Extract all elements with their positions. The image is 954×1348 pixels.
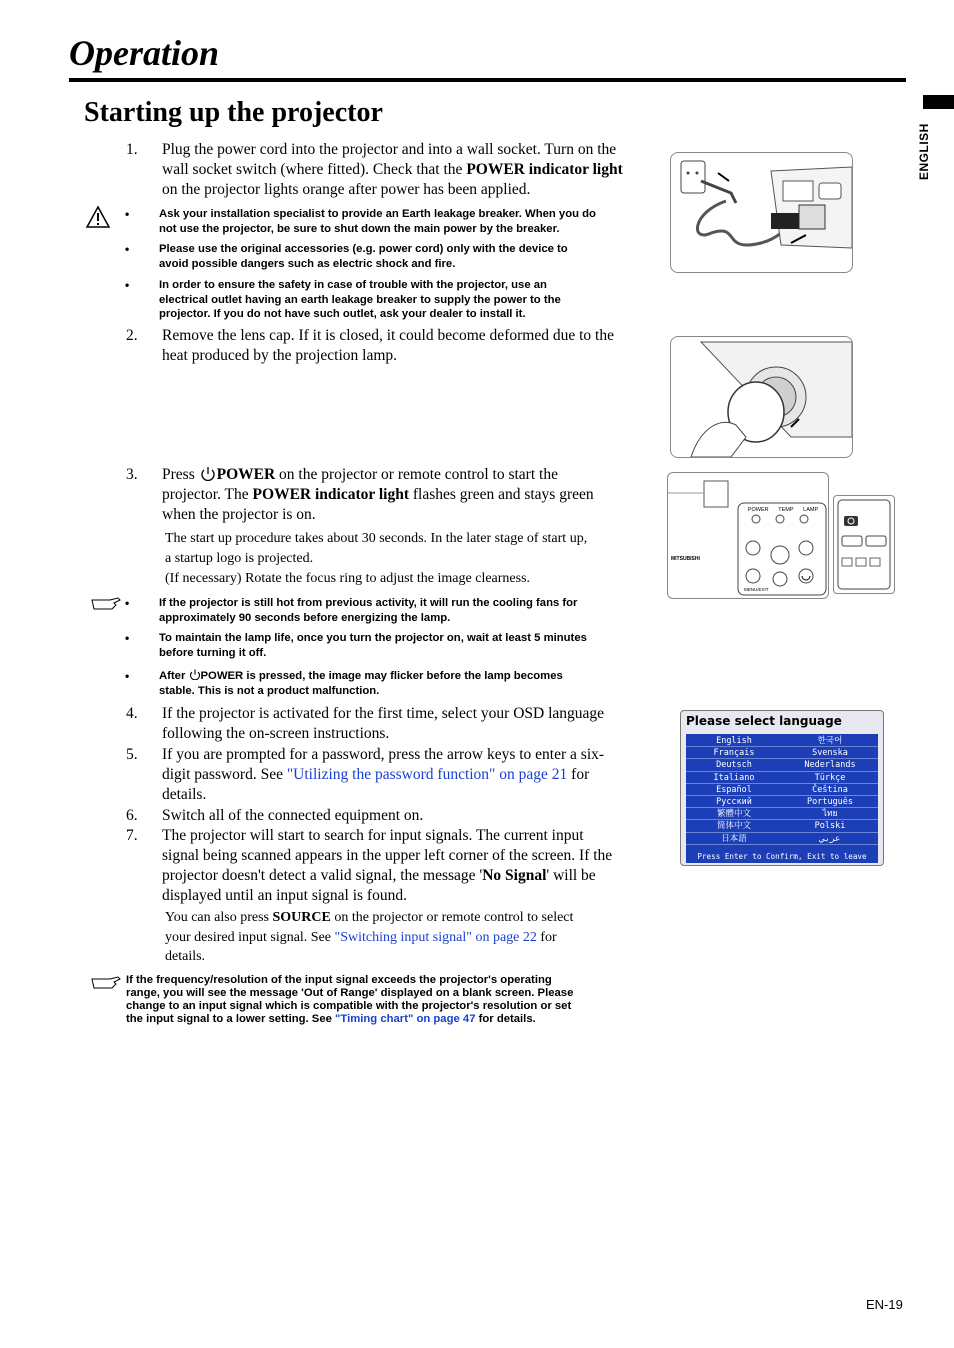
bold-term: No Signal bbox=[482, 867, 547, 884]
text-line: projector. If you do not have such outlet, ask your dealer to install it. bbox=[159, 308, 526, 320]
text-line: If the projector is activated for the first time, select your OSD language bbox=[162, 705, 605, 722]
text-span: for bbox=[536, 929, 557, 945]
step5-text bbox=[162, 745, 652, 805]
password-function-link[interactable]: "Utilizing the password function" on page 21 bbox=[286, 766, 568, 783]
language-option[interactable]: Español bbox=[686, 784, 782, 796]
text-span: projector doesn't detect a valid signal, the message ' bbox=[162, 867, 483, 884]
text-line: heat produced by the projection lamp. bbox=[162, 347, 398, 364]
warning-icon bbox=[85, 205, 111, 229]
note-text bbox=[159, 669, 563, 698]
language-option[interactable]: 한국어 bbox=[782, 735, 878, 747]
text-line: avoid possible dangers such as electric shock and fire. bbox=[159, 257, 456, 270]
note-text bbox=[159, 596, 577, 625]
step3-text bbox=[162, 465, 652, 525]
step-number: 2. bbox=[126, 327, 138, 344]
indicator-label: POWER bbox=[747, 507, 769, 513]
text-line bbox=[162, 485, 652, 505]
text-line: If the frequency/resolution of the input signal exceeds the projector's operating bbox=[126, 974, 552, 986]
section-title: Starting up the projector bbox=[84, 97, 383, 128]
control-panel-illustration bbox=[667, 472, 829, 599]
text-line: Plug the power cord into the projector and into a wall socket. Turn on the bbox=[162, 141, 617, 158]
text-line: Remove the lens cap. If it is closed, it could become deformed due to the bbox=[162, 327, 614, 344]
text-line: not use the projector, be sure to shut down the main power by the breaker. bbox=[159, 222, 560, 235]
text-line: Ask your installation specialist to provide an Earth leakage breaker. When you do bbox=[159, 208, 596, 220]
text-line: If the projector is still hot from previous activity, it will run the cooling fans for bbox=[159, 597, 578, 609]
power-cord-drawing bbox=[671, 153, 852, 272]
bullet: • bbox=[125, 669, 130, 683]
text-span: projector. The bbox=[162, 486, 253, 503]
text-span: POWER is pressed, the image may flicker before the lamp becomes bbox=[200, 670, 563, 682]
step6-text: Switch all of the connected equipment on. bbox=[162, 807, 424, 824]
text-line: approximately 90 seconds before energizing the lamp. bbox=[159, 611, 451, 624]
text-line: In order to ensure the safety in case of trouble with the projector, use an bbox=[159, 279, 547, 291]
step4-text bbox=[162, 704, 652, 744]
text-span: your desired input signal. See bbox=[165, 929, 335, 945]
text-line bbox=[126, 1013, 666, 1026]
side-tab-marker bbox=[923, 95, 954, 109]
text-line: details. bbox=[162, 786, 207, 803]
indicator-label: TEMP bbox=[778, 507, 794, 513]
bold-term: SOURCE bbox=[272, 910, 331, 925]
step2-text bbox=[162, 326, 652, 366]
bold-term: POWER indicator light bbox=[466, 161, 623, 178]
text-line bbox=[162, 465, 652, 485]
text-line: If you are prompted for a password, press the arrow keys to enter a six- bbox=[162, 746, 605, 763]
text-line bbox=[162, 866, 652, 886]
note-item bbox=[122, 631, 662, 669]
hand-pointer-note-icon bbox=[90, 975, 122, 991]
text-line: on the projector lights orange after power has been applied. bbox=[162, 181, 531, 198]
power-icon bbox=[189, 669, 201, 680]
text-line: range, you will see the message 'Out of Range' displayed on a blank screen. Please bbox=[126, 987, 574, 999]
header-rule bbox=[69, 78, 906, 82]
step-number: 3. bbox=[126, 466, 138, 483]
power-icon bbox=[199, 466, 217, 481]
remote-control-illustration bbox=[833, 495, 895, 594]
warning-item bbox=[122, 207, 662, 242]
warning-text bbox=[159, 278, 561, 322]
text-span: the input signal to a lower setting. See bbox=[126, 1013, 336, 1025]
language-option[interactable]: Türkçe bbox=[782, 772, 878, 784]
step1-text bbox=[162, 140, 662, 200]
text-line: details. bbox=[165, 949, 206, 964]
final-note bbox=[126, 974, 666, 1026]
text-span: Press bbox=[162, 466, 199, 483]
remote-control-drawing bbox=[834, 496, 894, 593]
text-span: for details. bbox=[475, 1013, 536, 1025]
language-option[interactable]: ไทย bbox=[782, 808, 878, 820]
step7-subtext bbox=[165, 908, 655, 967]
lens-cap-illustration bbox=[670, 336, 853, 458]
power-cord-illustration bbox=[670, 152, 853, 273]
text-line: change to an input signal which is compatible with the projector's resolution or set bbox=[126, 1000, 572, 1012]
language-option[interactable]: Français bbox=[686, 747, 782, 759]
text-line: displayed until an input signal is found. bbox=[162, 887, 407, 904]
bullet: • bbox=[125, 242, 130, 256]
osd-footer: Press Enter to Confirm, Exit to leave bbox=[686, 850, 878, 863]
language-grid bbox=[686, 734, 878, 852]
text-line bbox=[162, 160, 662, 180]
lens-cap-drawing bbox=[671, 337, 852, 457]
bullet: • bbox=[125, 596, 130, 610]
step-number: 5. bbox=[126, 746, 138, 763]
text-line: following the on-screen instructions. bbox=[162, 725, 390, 742]
note-text bbox=[159, 631, 587, 660]
language-selection-osd bbox=[680, 710, 884, 866]
bold-term: POWER indicator light bbox=[252, 486, 409, 503]
language-option[interactable]: Nederlands bbox=[782, 759, 878, 771]
warning-text bbox=[159, 242, 568, 271]
text-span: ' will be bbox=[546, 867, 596, 884]
switching-input-link[interactable]: "Switching input signal" on page 22 bbox=[334, 929, 537, 945]
text-line: electrical outlet having an earth leakage breaker to supply the power to the bbox=[159, 293, 561, 306]
text-line bbox=[165, 908, 655, 928]
step-number: 1. bbox=[126, 141, 138, 158]
step-number: 6. bbox=[126, 807, 138, 824]
warning-list bbox=[122, 207, 662, 320]
step3-subtext bbox=[165, 529, 655, 589]
warning-item bbox=[122, 242, 662, 278]
text-line: The projector will start to search for input signals. The current input bbox=[162, 827, 584, 844]
step-number: 4. bbox=[126, 705, 138, 722]
text-span: on the projector or remote control to select bbox=[330, 910, 574, 925]
control-panel-drawing bbox=[668, 473, 828, 598]
text-line: stable. This is not a product malfunction. bbox=[159, 684, 380, 697]
language-option[interactable]: 繁體中文 bbox=[686, 808, 782, 820]
language-option[interactable]: عربي bbox=[782, 833, 878, 845]
language-option[interactable]: Русский bbox=[686, 796, 782, 808]
text-span: for bbox=[567, 766, 590, 783]
page-number: EN-19 bbox=[866, 1297, 903, 1312]
text-line: a startup logo is projected. bbox=[165, 551, 314, 566]
text-span: After bbox=[159, 670, 189, 682]
text-span: You can also press bbox=[165, 910, 273, 925]
text-line: signal being scanned appears in the upper left corner of the screen. If the bbox=[162, 847, 613, 864]
language-option[interactable]: Italiano bbox=[686, 772, 782, 784]
side-language-label: ENGLISH bbox=[917, 123, 931, 180]
text-line: (If necessary) Rotate the focus ring to adjust the image clearness. bbox=[165, 571, 531, 586]
notes-list bbox=[122, 596, 662, 697]
bullet: • bbox=[125, 278, 130, 292]
language-option[interactable]: Português bbox=[782, 796, 878, 808]
note-item bbox=[122, 596, 662, 631]
language-option[interactable]: Čeština bbox=[782, 784, 878, 796]
text-line: The start up procedure takes about 30 seconds. In the later stage of start up, bbox=[165, 531, 588, 546]
text-line: before turning it off. bbox=[159, 646, 267, 659]
text-span: digit password. See bbox=[162, 766, 287, 783]
osd-title: Please select language bbox=[686, 714, 842, 728]
text-line: To maintain the lamp life, once you turn the projector on, wait at least 5 minutes bbox=[159, 632, 587, 644]
step-number: 7. bbox=[126, 827, 138, 844]
language-option[interactable]: English bbox=[686, 735, 782, 747]
brand-logo: MITSUBISHI bbox=[671, 556, 700, 562]
warning-text bbox=[159, 207, 596, 236]
language-option[interactable]: 日本語 bbox=[686, 833, 782, 845]
text-line: Please use the original accessories (e.g. power cord) only with the device to bbox=[159, 243, 568, 255]
language-option[interactable]: Polski bbox=[782, 820, 878, 832]
text-line bbox=[159, 669, 563, 684]
bold-term: POWER bbox=[216, 466, 276, 483]
language-option[interactable]: 简体中文 bbox=[686, 820, 782, 832]
text-line bbox=[162, 765, 652, 785]
indicator-label: LAMP bbox=[803, 507, 819, 513]
panel-button-label: MENU/EXIT bbox=[744, 587, 769, 592]
text-line: when the projector is on. bbox=[162, 506, 316, 523]
hand-pointer-note-icon bbox=[90, 596, 122, 612]
language-option[interactable]: Svenska bbox=[782, 747, 878, 759]
step7-text bbox=[162, 826, 652, 906]
text-span: wall socket switch (where fitted). Check that the bbox=[162, 161, 467, 178]
text-line bbox=[165, 928, 655, 948]
indicator-labels bbox=[743, 507, 823, 513]
timing-chart-link[interactable]: "Timing chart" on page 47 bbox=[335, 1013, 476, 1025]
bullet: • bbox=[125, 207, 130, 221]
text-span: flashes green and stays green bbox=[409, 486, 594, 503]
bullet: • bbox=[125, 631, 130, 645]
chapter-title: Operation bbox=[69, 33, 220, 73]
language-option[interactable]: Deutsch bbox=[686, 759, 782, 771]
text-span: on the projector or remote control to start the bbox=[275, 466, 558, 483]
